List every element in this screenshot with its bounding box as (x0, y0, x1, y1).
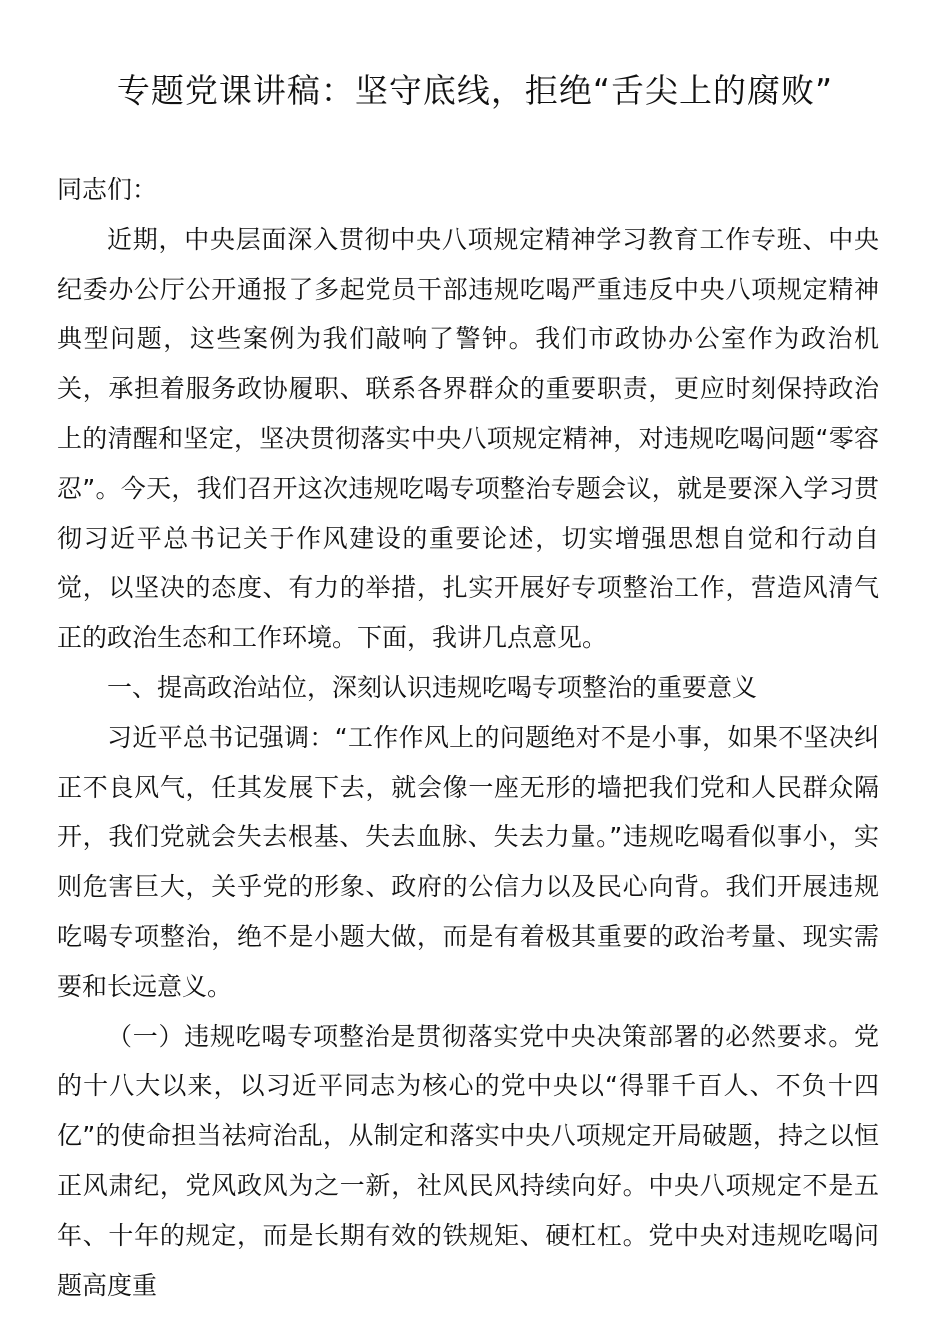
document-title: 专题党课讲稿：坚守底线，拒绝“舌尖上的腐败” (116, 71, 834, 110)
paragraph-subsection-1: （一）违规吃喝专项整治是贯彻落实党中央决策部署的必然要求。党的十八大以来，以习近平同志为核心的党中央以“得罪千百人、不负十四亿”的使命担当祛疴治乱，从制定和落实中央八项规定开局破题，持之以恒正风肃纪，党风政风为之一新，社风民风持续向好。中央八项规定不是五年、十年的规定，而是长期有效的铁规矩、硬杠杠。党中央对违规吃喝问题高度重 (57, 1021, 879, 1300)
paragraph-intro: 近期，中央层面深入贯彻中央八项规定精神学习教育工作专班、中央纪委办公厅公开通报了多起党员干部违规吃喝严重违反中央八项规定精神典型问题，这些案例为我们敲响了警钟。我们市政协办公室作为政治机关，承担着服务政协履职、联系各界群众的重要职责，更应时刻保持政治上的清醒和坚定，坚决贯彻落实中央八项规定精神，对违规吃喝问题“零容忍”。今天，我们召开这次违规吃喝专项整治专题会议，就是要深入学习贯彻习近平总书记关于作风建设的重要论述，切实增强思想自觉和行动自觉，以坚决的态度、有力的举措，扎实开展好专项整治工作，营造风清气正的政治生态和工作环境。下面，我讲几点意见。 (57, 224, 879, 653)
paragraph-quote: 习近平总书记强调：“工作作风上的问题绝对不是小事，如果不坚决纠正不良风气，任其发展下去，就会像一座无形的墙把我们党和人民群众隔开，我们党就会失去根基、失去血脉、失去力量。”违规吃喝看似事小，实则危害巨大，关乎党的形象、政府的公信力以及民心向背。我们开展违规吃喝专项整治，绝不是小题大做，而是有着极其重要的政治考量、现实需要和长远意义。 (57, 722, 879, 1001)
document-body (57, 165, 879, 1310)
section-heading-1: 一、提高政治站位，深刻认识违规吃喝专项整治的重要意义 (107, 672, 758, 702)
salutation: 同志们： (57, 175, 158, 204)
